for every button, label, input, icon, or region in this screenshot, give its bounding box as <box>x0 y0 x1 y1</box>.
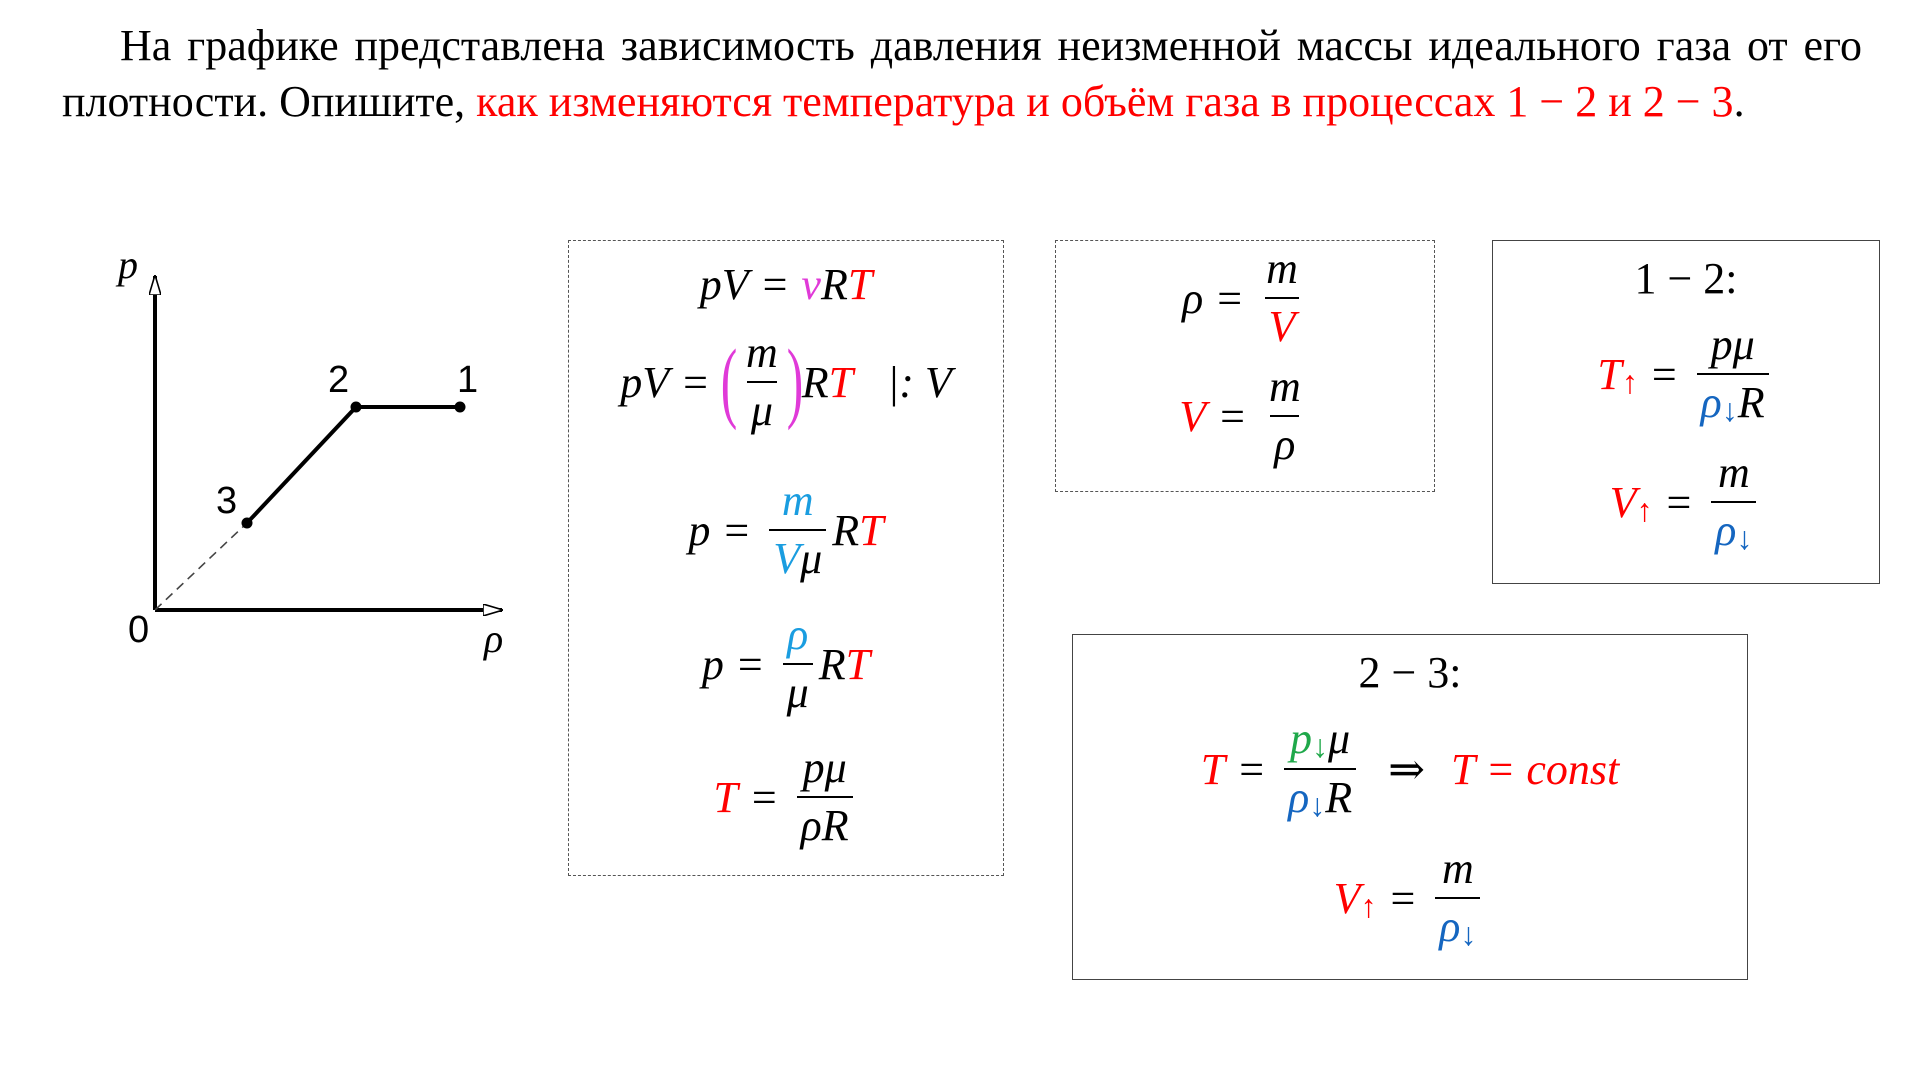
process-1-2-temperature: T↑ = $\frac{p\mu}{\rho↓R}$ <box>1493 323 1879 426</box>
problem-statement <box>62 18 1862 130</box>
origin-label: 0 <box>128 609 150 651</box>
extrapolation-dashed-line <box>155 523 247 610</box>
arrow-down-icon: ↓ <box>1309 787 1326 823</box>
density-box <box>1055 240 1435 492</box>
equation-pressure-density: p = $\frac{\rho}{\mu}$ R T <box>701 610 871 717</box>
process-1-2-box <box>1492 240 1880 584</box>
divide-by-v: |: V <box>887 357 952 407</box>
point-3-label: 3 <box>216 480 238 522</box>
temperature-constant: T = const <box>1450 744 1620 794</box>
equation-temperature: T = $\frac{p\mu}{\rho R}$ <box>569 746 1003 848</box>
implies-icon: ⇒ <box>1388 744 1425 794</box>
pressure-density-graph <box>100 240 520 680</box>
equation-clapeyron: pV = ν R T <box>699 260 873 309</box>
arrow-down-icon: ↓ <box>1460 916 1477 952</box>
equation-pressure-volume: p = $\frac{m}{V\mu}$ R T <box>688 476 884 583</box>
p-axis-label: p <box>118 242 138 287</box>
process-1-2-volume: V↑ = $\frac{m}{\rho↓}$ <box>1493 451 1879 554</box>
process-2-3-temperature: T = $\frac{p↓\mu}{\rho↓R}$ ⇒ T = const <box>1200 714 1620 823</box>
process-1-2-title: 1 − 2: <box>1634 254 1738 303</box>
problem-end: . <box>1733 77 1745 126</box>
arrow-down-icon: ↓ <box>1736 520 1753 556</box>
arrow-up-icon: ↑ <box>1636 491 1653 528</box>
point-1 <box>455 402 466 413</box>
arrow-down-icon: ↓ <box>1312 728 1329 764</box>
point-1-label: 1 <box>457 359 479 401</box>
equation-mass-form: pV = ( $\frac{m}{\mu}$ ) R T |: V <box>620 328 952 435</box>
point-3 <box>242 518 253 529</box>
problem-text: На графике представлена зависимость давления неизменной массы идеального газа от его плотности. Опишите, <box>62 21 1862 126</box>
volume-formula: V = $\frac{m}{\rho}$ <box>1179 362 1301 469</box>
arrow-up-icon: ↑ <box>1360 887 1377 924</box>
process-2-3-title: 2 − 3: <box>1358 648 1462 697</box>
process-2-3-line <box>247 407 356 523</box>
point-2-label: 2 <box>328 359 350 401</box>
problem-question: как изменяются температура и объём газа в процессах 1 − 2 и 2 − 3 <box>476 77 1734 126</box>
arrow-down-icon: ↓ <box>1721 392 1738 428</box>
process-2-3-volume: V↑ = $\frac{m}{\rho↓}$ <box>1073 847 1747 950</box>
arrow-up-icon: ↑ <box>1621 363 1638 400</box>
rho-axis-label: ρ <box>484 616 504 661</box>
density-formula: ρ = $\frac{m}{V}$ <box>1182 244 1298 351</box>
process-2-3-box <box>1072 634 1748 980</box>
point-2 <box>351 402 362 413</box>
equations-box <box>568 240 1004 876</box>
